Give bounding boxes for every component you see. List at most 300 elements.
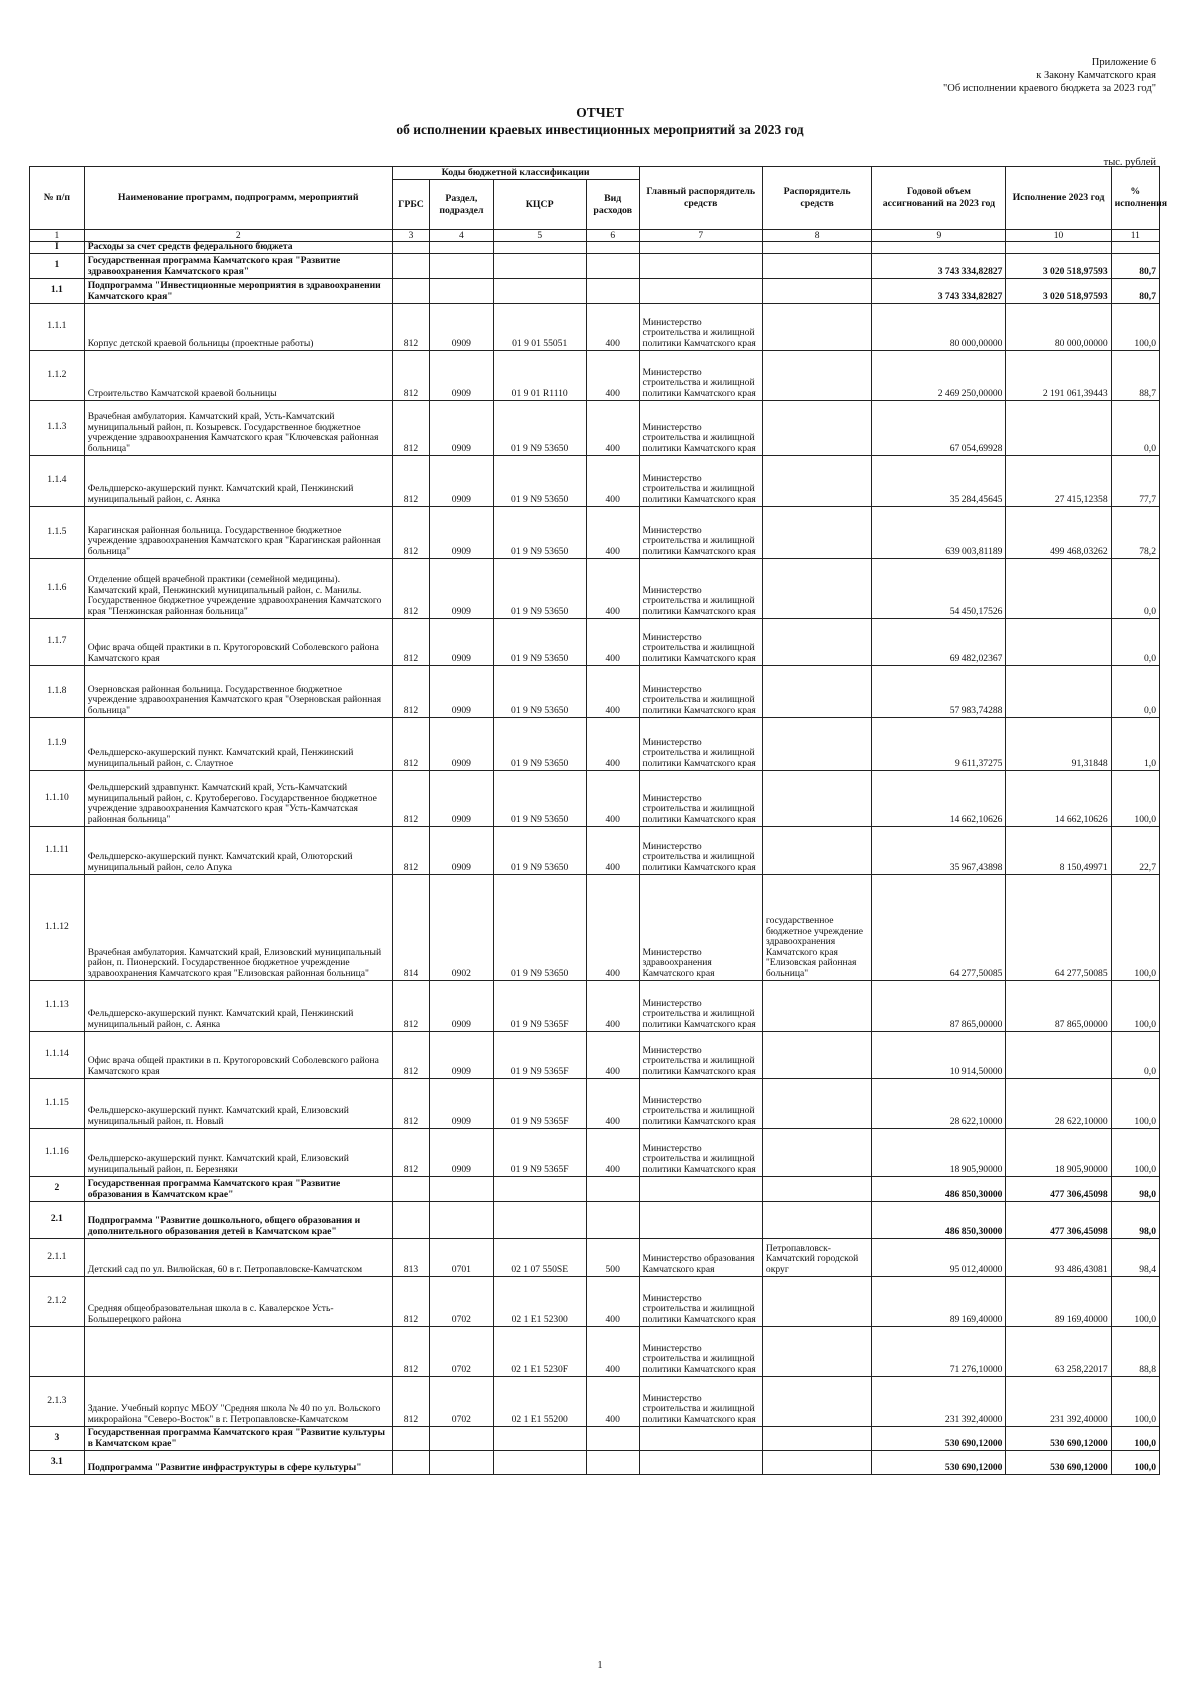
row-kcsr: 01 9 01 55051 xyxy=(493,303,586,350)
row-execution: 8 150,49971 xyxy=(1006,826,1111,874)
row-name: Государственная программа Камчатского края "Развитие здравоохранения Камчатского края" xyxy=(84,253,392,278)
table-row xyxy=(30,770,1160,826)
row-kcsr: 01 9 N9 5365F xyxy=(493,1128,586,1176)
row-allocation xyxy=(872,242,1006,254)
table-row xyxy=(30,1078,1160,1128)
row-allocation: 54 450,17526 xyxy=(872,558,1006,618)
row-manager xyxy=(762,665,871,717)
row-number: 1.1.8 xyxy=(30,665,85,717)
header-kcsr: КЦСР xyxy=(493,180,586,230)
table-row xyxy=(30,455,1160,506)
row-number: 1.1.14 xyxy=(30,1031,85,1078)
row-manager xyxy=(762,400,871,455)
row-vr: 400 xyxy=(586,770,639,826)
row-number: 1.1.3 xyxy=(30,400,85,455)
row-name: Фельдшерско-акушерский пункт. Камчатский край, Елизовский муниципальный район, п. Березняки xyxy=(84,1128,392,1176)
row-main-manager: Министерство строительства и жилищной политики Камчатского края xyxy=(639,1128,762,1176)
row-kcsr xyxy=(493,242,586,254)
table-row xyxy=(30,1426,1160,1450)
row-grbs: 812 xyxy=(392,717,430,770)
row-kcsr xyxy=(493,278,586,303)
row-grbs: 812 xyxy=(392,1326,430,1376)
row-kcsr: 01 9 N9 53650 xyxy=(493,558,586,618)
row-manager xyxy=(762,506,871,558)
row-allocation: 95 012,40000 xyxy=(872,1238,1006,1276)
row-vr: 400 xyxy=(586,506,639,558)
row-execution: 530 690,12000 xyxy=(1006,1426,1111,1450)
row-kcsr: 02 1 07 550SE xyxy=(493,1238,586,1276)
row-allocation: 67 054,69928 xyxy=(872,400,1006,455)
table-row xyxy=(30,1276,1160,1326)
row-name: Фельдшерско-акушерский пункт. Камчатский край, Елизовский муниципальный район, п. Новый xyxy=(84,1078,392,1128)
table-row xyxy=(30,1238,1160,1276)
row-kcsr: 01 9 N9 53650 xyxy=(493,455,586,506)
row-vr xyxy=(586,253,639,278)
row-section: 0909 xyxy=(430,665,493,717)
row-vr: 400 xyxy=(586,1326,639,1376)
row-percent: 88,8 xyxy=(1111,1326,1159,1376)
row-allocation: 80 000,00000 xyxy=(872,303,1006,350)
row-number: 3.1 xyxy=(30,1450,85,1474)
row-number: 1.1.7 xyxy=(30,618,85,665)
row-execution: 477 306,45098 xyxy=(1006,1201,1111,1238)
row-grbs: 812 xyxy=(392,350,430,400)
row-kcsr xyxy=(493,1426,586,1450)
row-percent: 98,0 xyxy=(1111,1201,1159,1238)
row-vr: 400 xyxy=(586,1276,639,1326)
row-vr: 400 xyxy=(586,1031,639,1078)
row-main-manager xyxy=(639,278,762,303)
row-grbs: 812 xyxy=(392,558,430,618)
row-execution xyxy=(1006,558,1111,618)
table-row xyxy=(30,1201,1160,1238)
header-main-manager: Главный распорядитель средств xyxy=(639,167,762,230)
row-percent: 100,0 xyxy=(1111,1376,1159,1426)
row-grbs: 812 xyxy=(392,980,430,1031)
row-section: 0909 xyxy=(430,770,493,826)
row-kcsr xyxy=(493,253,586,278)
row-main-manager: Министерство строительства и жилищной политики Камчатского края xyxy=(639,770,762,826)
row-vr: 400 xyxy=(586,558,639,618)
row-execution: 87 865,00000 xyxy=(1006,980,1111,1031)
table-row xyxy=(30,618,1160,665)
row-grbs xyxy=(392,253,430,278)
row-vr: 400 xyxy=(586,618,639,665)
row-percent: 0,0 xyxy=(1111,558,1159,618)
row-grbs: 812 xyxy=(392,1128,430,1176)
row-main-manager: Министерство строительства и жилищной политики Камчатского края xyxy=(639,1276,762,1326)
row-allocation: 10 914,50000 xyxy=(872,1031,1006,1078)
row-allocation: 35 967,43898 xyxy=(872,826,1006,874)
row-manager xyxy=(762,1031,871,1078)
row-execution: 530 690,12000 xyxy=(1006,1450,1111,1474)
row-main-manager: Министерство строительства и жилищной политики Камчатского края xyxy=(639,506,762,558)
row-grbs xyxy=(392,1450,430,1474)
row-execution xyxy=(1006,400,1111,455)
row-number xyxy=(30,1326,85,1376)
row-grbs: 812 xyxy=(392,665,430,717)
row-main-manager: Министерство строительства и жилищной политики Камчатского края xyxy=(639,400,762,455)
row-percent: 100,0 xyxy=(1111,874,1159,980)
row-allocation: 69 482,02367 xyxy=(872,618,1006,665)
row-section: 0701 xyxy=(430,1238,493,1276)
row-manager xyxy=(762,1450,871,1474)
row-name: Детский сад по ул. Вилюйская, 60 в г. Петропавловске-Камчатском xyxy=(84,1238,392,1276)
row-section: 0909 xyxy=(430,980,493,1031)
row-execution: 89 169,40000 xyxy=(1006,1276,1111,1326)
row-percent: 100,0 xyxy=(1111,770,1159,826)
row-allocation: 2 469 250,00000 xyxy=(872,350,1006,400)
row-name: Государственная программа Камчатского края "Развитие культуры в Камчатском крае" xyxy=(84,1426,392,1450)
table-row xyxy=(30,400,1160,455)
row-grbs: 812 xyxy=(392,618,430,665)
row-section: 0909 xyxy=(430,1128,493,1176)
row-section: 0909 xyxy=(430,350,493,400)
row-number: 1.1.2 xyxy=(30,350,85,400)
table-row xyxy=(30,558,1160,618)
row-execution: 27 415,12358 xyxy=(1006,455,1111,506)
row-name: Корпус детской краевой больницы (проектные работы) xyxy=(84,303,392,350)
row-execution: 14 662,10626 xyxy=(1006,770,1111,826)
row-section xyxy=(430,253,493,278)
header-vr: Вид расходов xyxy=(586,180,639,230)
row-vr: 400 xyxy=(586,303,639,350)
row-vr: 400 xyxy=(586,350,639,400)
row-execution xyxy=(1006,1031,1111,1078)
row-grbs xyxy=(392,1176,430,1201)
report-title-block xyxy=(0,104,1200,138)
row-manager xyxy=(762,253,871,278)
row-section: 0909 xyxy=(430,455,493,506)
report-body xyxy=(30,242,1160,1475)
header-grbs: ГРБС xyxy=(392,180,430,230)
table-row xyxy=(30,1376,1160,1426)
row-section: 0909 xyxy=(430,400,493,455)
row-percent: 0,0 xyxy=(1111,618,1159,665)
row-name: Врачебная амбулатория. Камчатский край, Елизовский муниципальный район, п. Пионерский. Государственное бюджетное учреждение здравоохранения Камчатского края "Елизовская районная больница" xyxy=(84,874,392,980)
row-percent: 0,0 xyxy=(1111,1031,1159,1078)
table-row xyxy=(30,242,1160,254)
row-allocation: 64 277,50085 xyxy=(872,874,1006,980)
row-section: 0909 xyxy=(430,618,493,665)
row-percent: 88,7 xyxy=(1111,350,1159,400)
row-execution xyxy=(1006,242,1111,254)
row-section: 0909 xyxy=(430,717,493,770)
row-main-manager: Министерство строительства и жилищной политики Камчатского края xyxy=(639,1078,762,1128)
row-name: Офис врача общей практики в п. Крутогоровский Соболевского района Камчатского края xyxy=(84,1031,392,1078)
row-grbs xyxy=(392,1426,430,1450)
row-main-manager xyxy=(639,1426,762,1450)
table-row xyxy=(30,980,1160,1031)
row-manager xyxy=(762,980,871,1031)
row-manager xyxy=(762,1201,871,1238)
row-number: 1.1.6 xyxy=(30,558,85,618)
row-manager xyxy=(762,618,871,665)
row-number: 2.1 xyxy=(30,1201,85,1238)
row-vr xyxy=(586,242,639,254)
row-manager xyxy=(762,826,871,874)
row-manager xyxy=(762,1426,871,1450)
row-kcsr: 01 9 N9 53650 xyxy=(493,400,586,455)
table-row xyxy=(30,278,1160,303)
row-manager xyxy=(762,278,871,303)
row-manager xyxy=(762,242,871,254)
row-percent: 0,0 xyxy=(1111,400,1159,455)
row-kcsr: 01 9 N9 53650 xyxy=(493,826,586,874)
row-grbs: 812 xyxy=(392,770,430,826)
row-percent: 1,0 xyxy=(1111,717,1159,770)
row-number: 1.1.4 xyxy=(30,455,85,506)
header-execution: Исполнение 2023 год xyxy=(1006,167,1111,230)
row-name xyxy=(84,1326,392,1376)
row-name: Подпрограмма "Развитие дошкольного, общего образования и дополнительного образования детей в Камчатском крае" xyxy=(84,1201,392,1238)
row-number: 3 xyxy=(30,1426,85,1450)
row-number: 2 xyxy=(30,1176,85,1201)
row-name: Фельдшерско-акушерский пункт. Камчатский край, Пенжинский муниципальный район, с. Аянка xyxy=(84,980,392,1031)
col-number: 6 xyxy=(586,230,639,242)
row-number: 1.1.10 xyxy=(30,770,85,826)
row-execution: 2 191 061,39443 xyxy=(1006,350,1111,400)
row-name: Средняя общеобразовательная школа в с. Кавалерское Усть-Большерецкого района xyxy=(84,1276,392,1326)
header-codes: Коды бюджетной классификации xyxy=(392,167,639,180)
row-grbs xyxy=(392,278,430,303)
row-grbs: 812 xyxy=(392,455,430,506)
row-main-manager xyxy=(639,1176,762,1201)
row-vr xyxy=(586,1426,639,1450)
row-main-manager: Министерство здравоохранения Камчатского края xyxy=(639,874,762,980)
row-kcsr: 01 9 N9 53650 xyxy=(493,874,586,980)
row-allocation: 486 850,30000 xyxy=(872,1201,1006,1238)
header-section: Раздел, подраздел xyxy=(430,180,493,230)
row-percent: 100,0 xyxy=(1111,303,1159,350)
row-allocation: 3 743 334,82827 xyxy=(872,253,1006,278)
row-manager xyxy=(762,558,871,618)
row-percent: 80,7 xyxy=(1111,278,1159,303)
row-percent xyxy=(1111,242,1159,254)
row-grbs: 812 xyxy=(392,303,430,350)
row-kcsr xyxy=(493,1201,586,1238)
row-grbs: 812 xyxy=(392,1031,430,1078)
row-section: 0702 xyxy=(430,1276,493,1326)
row-execution: 499 468,03262 xyxy=(1006,506,1111,558)
row-name: Государственная программа Камчатского края "Развитие образования в Камчатском крае" xyxy=(84,1176,392,1201)
row-section: 0909 xyxy=(430,303,493,350)
table-row xyxy=(30,826,1160,874)
row-vr: 400 xyxy=(586,400,639,455)
row-vr: 400 xyxy=(586,717,639,770)
row-allocation: 71 276,10000 xyxy=(872,1326,1006,1376)
row-execution: 63 258,22017 xyxy=(1006,1326,1111,1376)
row-percent: 22,7 xyxy=(1111,826,1159,874)
row-execution: 3 020 518,97593 xyxy=(1006,253,1111,278)
row-name: Расходы за счет средств федерального бюджета xyxy=(84,242,392,254)
row-number: 1.1.13 xyxy=(30,980,85,1031)
row-main-manager xyxy=(639,253,762,278)
row-manager xyxy=(762,1326,871,1376)
row-percent: 100,0 xyxy=(1111,1128,1159,1176)
row-name: Здание. Учебный корпус МБОУ "Средняя школа № 40 по ул. Вольского микрорайона "Северо-Восток" в г. Петропавловске-Камчатском xyxy=(84,1376,392,1426)
row-main-manager: Министерство строительства и жилищной политики Камчатского края xyxy=(639,1376,762,1426)
row-grbs: 812 xyxy=(392,1276,430,1326)
row-kcsr: 02 1 E1 55200 xyxy=(493,1376,586,1426)
row-manager xyxy=(762,1176,871,1201)
row-kcsr: 01 9 N9 53650 xyxy=(493,506,586,558)
row-name: Офис врача общей практики в п. Крутогоровский Соболевского района Камчатского края xyxy=(84,618,392,665)
row-grbs xyxy=(392,1201,430,1238)
row-percent: 100,0 xyxy=(1111,1276,1159,1326)
row-grbs: 812 xyxy=(392,826,430,874)
row-execution: 64 277,50085 xyxy=(1006,874,1111,980)
row-main-manager: Министерство строительства и жилищной политики Камчатского края xyxy=(639,717,762,770)
row-name: Карагинская районная больница. Государственное бюджетное учреждение здравоохранения Камчатского края "Карагинская районная больница" xyxy=(84,506,392,558)
column-number-row xyxy=(30,230,1160,242)
row-allocation: 87 865,00000 xyxy=(872,980,1006,1031)
row-percent: 100,0 xyxy=(1111,1078,1159,1128)
row-section: 0909 xyxy=(430,826,493,874)
row-allocation: 89 169,40000 xyxy=(872,1276,1006,1326)
row-section: 0702 xyxy=(430,1326,493,1376)
row-percent: 98,4 xyxy=(1111,1238,1159,1276)
row-kcsr: 01 9 N9 5365F xyxy=(493,1078,586,1128)
row-allocation: 639 003,81189 xyxy=(872,506,1006,558)
row-main-manager: Министерство строительства и жилищной политики Камчатского края xyxy=(639,665,762,717)
row-percent: 100,0 xyxy=(1111,1426,1159,1450)
row-vr xyxy=(586,1450,639,1474)
row-main-manager: Министерство строительства и жилищной политики Камчатского края xyxy=(639,303,762,350)
row-allocation: 530 690,12000 xyxy=(872,1426,1006,1450)
row-execution: 28 622,10000 xyxy=(1006,1078,1111,1128)
row-execution xyxy=(1006,618,1111,665)
units-label: тыс. рублей xyxy=(1103,157,1156,168)
row-main-manager: Министерство строительства и жилищной политики Камчатского края xyxy=(639,980,762,1031)
row-manager xyxy=(762,717,871,770)
row-section: 0909 xyxy=(430,1078,493,1128)
row-kcsr: 02 1 E1 52300 xyxy=(493,1276,586,1326)
row-main-manager xyxy=(639,1450,762,1474)
table-row xyxy=(30,253,1160,278)
row-main-manager: Министерство строительства и жилищной политики Камчатского края xyxy=(639,618,762,665)
row-vr: 400 xyxy=(586,874,639,980)
row-allocation: 14 662,10626 xyxy=(872,770,1006,826)
row-percent: 0,0 xyxy=(1111,665,1159,717)
row-name: Озерновская районная больница. Государственное бюджетное учреждение здравоохранения Камчатского края "Озерновская районная больница" xyxy=(84,665,392,717)
row-main-manager: Министерство строительства и жилищной политики Камчатского края xyxy=(639,1326,762,1376)
row-percent: 77,7 xyxy=(1111,455,1159,506)
row-number: 2.1.3 xyxy=(30,1376,85,1426)
row-vr: 500 xyxy=(586,1238,639,1276)
row-name: Фельдшерский здравпункт. Камчатский край, Усть-Камчатский муниципальный район, с. Крутоберегово. Государственное бюджетное учреждение здравоохранения Камчатского края "Усть-Камчатская районная больница" xyxy=(84,770,392,826)
row-allocation: 35 284,45645 xyxy=(872,455,1006,506)
row-main-manager: Министерство строительства и жилищной политики Камчатского края xyxy=(639,350,762,400)
row-allocation: 9 611,37275 xyxy=(872,717,1006,770)
row-grbs: 812 xyxy=(392,1376,430,1426)
table-row xyxy=(30,1176,1160,1201)
col-number: 4 xyxy=(430,230,493,242)
col-number: 3 xyxy=(392,230,430,242)
row-execution: 477 306,45098 xyxy=(1006,1176,1111,1201)
row-name: Подпрограмма "Развитие инфраструктуры в сфере культуры" xyxy=(84,1450,392,1474)
row-percent: 80,7 xyxy=(1111,253,1159,278)
row-allocation: 3 743 334,82827 xyxy=(872,278,1006,303)
row-allocation: 57 983,74288 xyxy=(872,665,1006,717)
row-vr: 400 xyxy=(586,1128,639,1176)
row-vr xyxy=(586,1201,639,1238)
row-number: 1.1.1 xyxy=(30,303,85,350)
row-allocation: 18 905,90000 xyxy=(872,1128,1006,1176)
row-number: 2.1.2 xyxy=(30,1276,85,1326)
row-grbs: 813 xyxy=(392,1238,430,1276)
header-num: № п/п xyxy=(30,167,85,230)
row-main-manager xyxy=(639,242,762,254)
col-number: 9 xyxy=(872,230,1006,242)
table-row xyxy=(30,874,1160,980)
row-percent: 78,2 xyxy=(1111,506,1159,558)
row-manager xyxy=(762,1376,871,1426)
report-title: ОТЧЕТ xyxy=(576,105,624,120)
col-number: 7 xyxy=(639,230,762,242)
row-percent: 98,0 xyxy=(1111,1176,1159,1201)
row-execution xyxy=(1006,665,1111,717)
table-row xyxy=(30,665,1160,717)
row-main-manager: Министерство строительства и жилищной политики Камчатского края xyxy=(639,1031,762,1078)
row-grbs xyxy=(392,242,430,254)
row-grbs: 812 xyxy=(392,400,430,455)
row-kcsr: 02 1 E1 5230F xyxy=(493,1326,586,1376)
row-section xyxy=(430,1201,493,1238)
row-number: I xyxy=(30,242,85,254)
header-manager: Распорядитель средств xyxy=(762,167,871,230)
row-grbs: 812 xyxy=(392,506,430,558)
col-number: 1 xyxy=(30,230,85,242)
table-row xyxy=(30,350,1160,400)
row-vr: 400 xyxy=(586,1376,639,1426)
row-execution: 3 020 518,97593 xyxy=(1006,278,1111,303)
report-subtitle: об исполнении краевых инвестиционных мероприятий за 2023 год xyxy=(396,122,804,137)
row-vr xyxy=(586,278,639,303)
row-name: Фельдшерско-акушерский пункт. Камчатский край, Олюторский муниципальный район, село Апука xyxy=(84,826,392,874)
row-percent: 100,0 xyxy=(1111,1450,1159,1474)
header-percent: % исполнения xyxy=(1111,167,1159,230)
row-manager xyxy=(762,455,871,506)
row-vr: 400 xyxy=(586,455,639,506)
row-execution: 18 905,90000 xyxy=(1006,1128,1111,1176)
row-execution: 80 000,00000 xyxy=(1006,303,1111,350)
row-name: Подпрограмма "Инвестиционные мероприятия в здравоохранении Камчатского края" xyxy=(84,278,392,303)
appendix-note-line: к Закону Камчатского края xyxy=(1036,70,1156,81)
table-row xyxy=(30,506,1160,558)
row-vr: 400 xyxy=(586,665,639,717)
row-section: 0702 xyxy=(430,1376,493,1426)
row-number: 1.1.15 xyxy=(30,1078,85,1128)
row-number: 1.1.12 xyxy=(30,874,85,980)
row-kcsr xyxy=(493,1450,586,1474)
row-vr: 400 xyxy=(586,980,639,1031)
appendix-note-line: Приложение 6 xyxy=(1091,57,1156,68)
header-allocations: Годовой объем ассигнований на 2023 год xyxy=(872,167,1006,230)
row-section: 0909 xyxy=(430,558,493,618)
row-main-manager: Министерство строительства и жилищной политики Камчатского края xyxy=(639,558,762,618)
table-row xyxy=(30,303,1160,350)
row-allocation: 530 690,12000 xyxy=(872,1450,1006,1474)
row-manager xyxy=(762,770,871,826)
row-section xyxy=(430,1426,493,1450)
table-row xyxy=(30,717,1160,770)
row-manager xyxy=(762,1128,871,1176)
row-number: 1.1.5 xyxy=(30,506,85,558)
row-execution: 231 392,40000 xyxy=(1006,1376,1111,1426)
row-allocation: 231 392,40000 xyxy=(872,1376,1006,1426)
row-section xyxy=(430,278,493,303)
